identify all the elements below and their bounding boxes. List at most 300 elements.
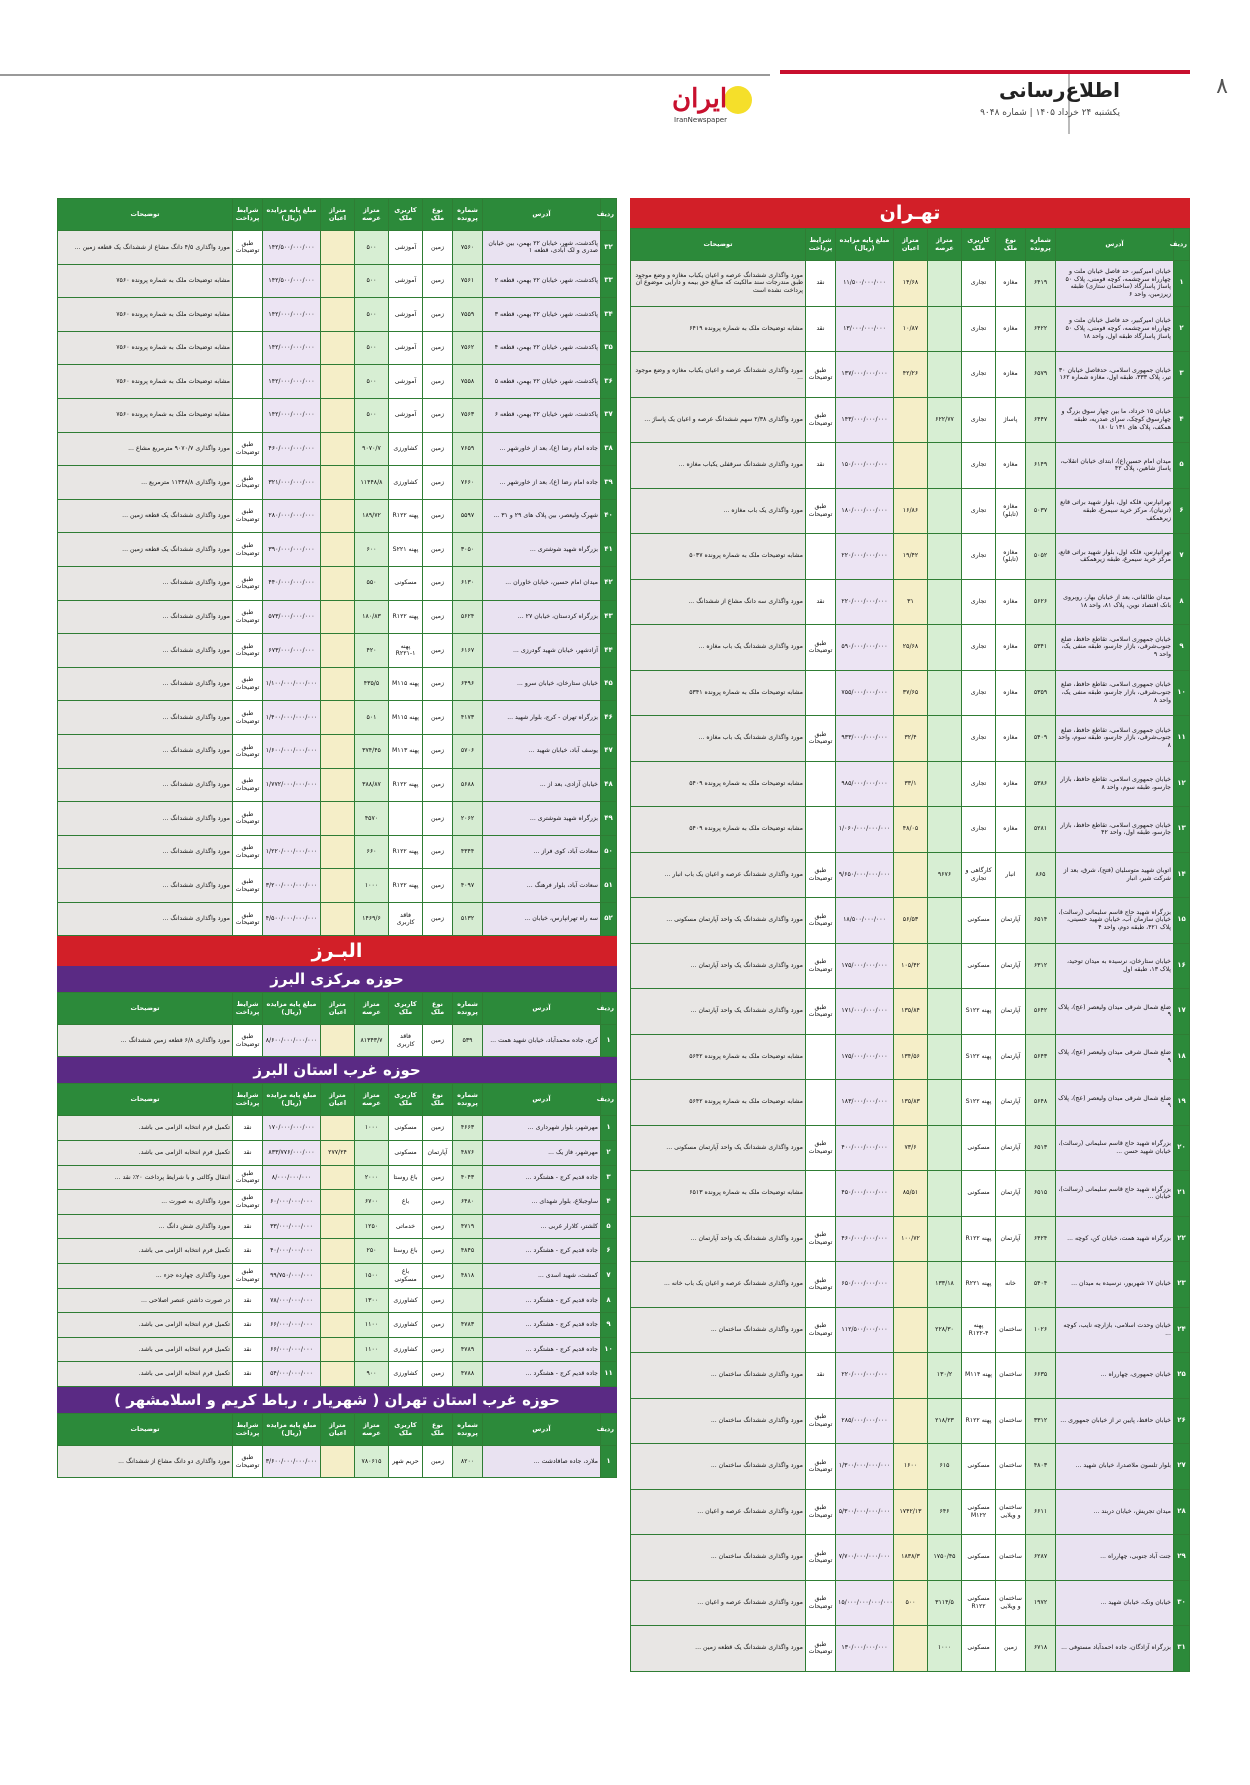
cell-desc: مورد واگذاری ششدانگ ... [58,768,233,802]
region-band-alborz: البـرز [57,936,617,966]
cell-area: ۵۰۰ [355,398,389,432]
cell-area: ۷۸۰۶۱۵ [355,1446,389,1478]
table-row [631,397,1190,443]
cell-area: ۱۸۰/۸۳ [355,600,389,634]
cell-area: ۱۱۰۰ [355,1337,389,1362]
table-row [631,807,1190,853]
cell-num: ۱۳ [1174,807,1190,853]
cell-price: ۳۹۰/۰۰۰/۰۰۰/۰۰۰ [263,533,321,567]
cell-use: تجاری [962,443,996,489]
table-row [58,1313,617,1338]
cell-plate: ۶۶۳۵ [1026,1353,1056,1399]
cell-addr: جاده قدیم کرج - هشتگرد ... [483,1362,601,1387]
cell-own: مغازه [996,579,1026,625]
cell-area: ۶۶۰ [355,835,389,869]
table-row [58,600,617,634]
cell-use: کشاورزی [389,1362,423,1387]
cell-num: ۱۹ [1174,1080,1190,1126]
table-row [58,1165,617,1190]
column-header: شماره پرونده [453,993,483,1025]
table-header-row [58,1414,617,1446]
cell-area: ۱۱۰۰ [355,1313,389,1338]
cell-use: آموزشی [389,264,423,298]
cell-plate: ۴۱۷۳ [453,701,483,735]
cell-bld [321,1288,355,1313]
cell-use: کشاورزی [389,1313,423,1338]
cell-use: کشاورزی [389,466,423,500]
cell-bld [321,331,355,365]
cell-price: ۳/۶۰۰/۰۰۰/۰۰۰/۰۰۰ [263,1446,321,1478]
cell-use: پهنه S۱۲۲ [962,989,996,1035]
cell-num: ۴۷ [601,734,617,768]
column-header: متراژ عرصه [355,993,389,1025]
cell-area: ۵۰۰ [355,365,389,399]
cell-use: مسکونی [389,566,423,600]
cell-plate: ۶۳۱۲ [1026,943,1056,989]
section-title: اطلاع‌رسانی [999,78,1120,102]
cell-area [928,1034,962,1080]
table-row [631,1125,1190,1171]
cell-bld [321,1264,355,1289]
cell-own: زمین [423,600,453,634]
cell-use: پهنه R۱۲۲ [389,768,423,802]
cell-num: ۱۱ [601,1362,617,1387]
cell-own: مغازه (تابلو) [996,488,1026,534]
table-row [58,634,617,668]
cell-plate: ۷۵۶۰ [453,231,483,265]
cell-plate: ۲۰۶۲ [453,802,483,836]
cell-area [928,943,962,989]
cell-price: ۴۶۰/۰۰۰/۰۰۰/۰۰۰ [263,432,321,466]
cell-price: ۹/۶۵۰/۰۰۰/۰۰۰/۰۰۰ [836,852,894,898]
auction-table [57,198,617,936]
table-row [631,1216,1190,1262]
cell-addr: بزرگراه شهید حاج قاسم سلیمانی (رسالت)، خیابان شهید حسن ... [1056,1125,1174,1171]
cell-cond: نقد [806,261,836,307]
cell-desc: مورد واگذاری ششدانگ ... [58,600,233,634]
cell-own: زمین [423,432,453,466]
cell-bld [321,231,355,265]
cell-price: ۲۲۰/۰۰۰/۰۰۰/۰۰۰ [836,579,894,625]
cell-own: زمین [423,1025,453,1057]
cell-plate: ۶۴۲۴ [1026,1216,1056,1262]
cell-cond: طبق توضیحات [233,566,263,600]
cell-plate: ۳۳۱۲ [1026,1398,1056,1444]
cell-addr: خیابان آزادی، بعد از ... [483,768,601,802]
cell-num: ۴۱ [601,533,617,567]
cell-price: ۴۶۰/۰۰۰/۰۰۰/۰۰۰ [836,1216,894,1262]
cell-num: ۲۰ [1174,1125,1190,1171]
cell-desc: مورد واگذاری ششدانگ عرصه و اعیان ... [631,1489,806,1535]
cell-use: کارگاهی و تجاری [962,852,996,898]
table-row [631,488,1190,534]
cell-cond: نقد [233,1362,263,1387]
cell-bld: ۱۰۰/۷۲ [894,1216,928,1262]
page-number: ۸ [1216,74,1228,99]
cell-desc: مشابه توضیحات ملک به شماره پرونده ۶۵۱۳ [631,1171,806,1217]
cell-num: ۵۲ [601,902,617,936]
cell-cond: نقد [806,443,836,489]
cell-plate: ۴۰۴۳ [453,1165,483,1190]
cell-addr: میدان امام حسین، خیابان خاوران ... [483,566,601,600]
cell-area: ۴۲۰ [355,634,389,668]
cell-plate: ۵۶۴۲ [1026,989,1056,1035]
cell-area [928,761,962,807]
page-header [0,0,1250,150]
cell-addr: پاکدشت، شهر، خیابان ۲۲ بهمن، بین خیابان صدری و لک آبادی، قطعه ۱ [483,231,601,265]
cell-cond [806,1080,836,1126]
cell-bld [321,835,355,869]
cell-num: ۵۱ [601,869,617,903]
cell-area: ۱۴۶۹/۶ [355,902,389,936]
cell-desc: مورد واگذاری ششدانگ ساختمان ... [631,1307,806,1353]
cell-area: ۱۸۹/۷۲ [355,499,389,533]
cell-addr: اتوبان شهید متوسلیان (فتح)، شرق، بعد از شرکت شیر، انبار [1056,852,1174,898]
cell-price: ۷۸/۰۰۰/۰۰۰/۰۰۰ [263,1288,321,1313]
cell-desc: مورد واگذاری ۱۱۴۴۸/۸ مترمربع ... [58,466,233,500]
cell-plate: ۶۵۱۵ [1026,1171,1056,1217]
cell-bld [894,1262,928,1308]
cell-desc: مورد واگذاری ششدانگ یک قطعه زمین ... [631,1626,806,1672]
cell-desc: مشابه توضیحات ملک به شماره پرونده ۵۴۰۹ [631,761,806,807]
cell-own: زمین [423,701,453,735]
cell-use: باغ [389,1190,423,1215]
cell-price: ۱۳۷/۰۰۰/۰۰۰/۰۰۰ [836,352,894,398]
cell-addr: ضلع شمال شرقی میدان ولیعصر (عج)، پلاک ۹ [1056,989,1174,1035]
cell-own: زمین [423,499,453,533]
cell-bld: ۱۰۵/۴۲ [894,943,928,989]
cell-plate [453,1288,483,1313]
cell-num: ۵ [601,1214,617,1239]
cell-cond: طبق توضیحات [806,1626,836,1672]
cell-desc: مورد واگذاری ششدانگ ... [58,634,233,668]
cell-desc: مشابه توضیحات ملک به شماره پرونده ۷۵۶۰ [58,264,233,298]
column-header: متراژ اعیان [321,1084,355,1116]
cell-area [928,534,962,580]
cell-own: آپارتمان [423,1141,453,1166]
cell-addr: پاکدشت، شهر، خیابان ۲۲ بهمن، قطعه ۶ [483,398,601,432]
cell-plate: ۵۳۴۱ [1026,625,1056,671]
cell-own: زمین [423,802,453,836]
column-header: شرایط پرداخت [233,1084,263,1116]
cell-use: باغ مسکونی [389,1264,423,1289]
table-row [58,466,617,500]
table-header-row [58,1084,617,1116]
cell-num: ۳۵ [601,331,617,365]
table-row [58,1116,617,1141]
cell-desc: مشابه توضیحات ملک به شماره پرونده ۵۰۳۷ [631,534,806,580]
cell-use: پهنه S۱۲۲ [962,1080,996,1126]
cell-area [928,261,962,307]
cell-use: مسکونی [389,1116,423,1141]
cell-num: ۱ [601,1116,617,1141]
cell-bld [894,1353,928,1399]
cell-area: ۲۲۸/۳۰ [928,1307,962,1353]
cell-area: ۹۶۷۶ [928,852,962,898]
cell-plate: ۵۳۹ [453,1025,483,1057]
cell-price: ۱۴۲/۵۰۰/۰۰۰/۰۰۰ [263,231,321,265]
cell-price: ۹۹/۷۵۰/۰۰۰/۰۰۰ [263,1264,321,1289]
cell-area [355,1141,389,1166]
cell-addr: مهرشهر، فاز یک ... [483,1141,601,1166]
cell-cond: طبق توضیحات [233,1025,263,1057]
cell-own: زمین [423,533,453,567]
cell-area: ۳۷۴/۴۵ [355,734,389,768]
cell-num: ۴۸ [601,768,617,802]
cell-num: ۷ [601,1264,617,1289]
column-header: کاربری ملک [389,1414,423,1446]
cell-use: مسکونی M۱۲۲ [962,1489,996,1535]
cell-num: ۳۲ [601,231,617,265]
table-row [631,625,1190,671]
cell-bld: ۱۹/۴۲ [894,534,928,580]
cell-addr: خیابان جمهوری اسلامی، تقاطع حافظ، ضلع جنوب‌شرقی، بازار جارسو، طبقه منفی یک، واحد ۸ [1056,670,1174,716]
cell-use: تجاری [962,625,996,671]
cell-use: تجاری [962,579,996,625]
column-header: نوع ملک [423,199,453,231]
cell-price: ۶۰/۰۰۰/۰۰۰/۰۰۰ [263,1190,321,1215]
table-row [58,768,617,802]
cell-price: ۵۹۰/۰۰۰/۰۰۰/۰۰۰ [836,625,894,671]
cell-price: ۶۶/۰۰۰/۰۰۰/۰۰۰ [263,1313,321,1338]
cell-num: ۱۷ [1174,989,1190,1035]
column-header: ردیف [1174,229,1190,261]
cell-desc: مورد واگذاری ششدانگ یک واحد آپارتمان ... [631,989,806,1035]
cell-plate: ۷۵۶۱ [453,264,483,298]
cell-use: پهنه M۱۱۵ [389,667,423,701]
cell-own: مغازه [996,352,1026,398]
cell-num: ۴۶ [601,701,617,735]
cell-desc: مورد واگذاری ششدانگ یک واحد آپارتمان ... [631,943,806,989]
table-row [631,852,1190,898]
cell-addr: بزرگراه تهران - کرج، بلوار شهید ... [483,701,601,735]
cell-price: ۲۸۵/۰۰۰/۰۰۰/۰۰۰ [836,1398,894,1444]
column-header: نوع ملک [996,229,1026,261]
cell-cond: طبق توضیحات [806,989,836,1035]
cell-num: ۳۳ [601,264,617,298]
cell-bld [321,264,355,298]
cell-use [389,802,423,836]
cell-bld: ۱۳۵/۸۳ [894,1080,928,1126]
table-row [631,579,1190,625]
cell-own: زمین [423,264,453,298]
cell-price: ۱۱۲/۵۰۰/۰۰۰/۰۰۰ [836,1307,894,1353]
cell-cond: نقد [806,306,836,352]
column-header: ردیف [601,199,617,231]
cell-addr: جاده قدیم کرج - هشتگرد ... [483,1313,601,1338]
cell-price: ۱/۷۷۲/۰۰۰/۰۰۰/۰۰۰ [263,768,321,802]
table-row [631,1034,1190,1080]
cell-bld: ۱۶۰۰ [894,1444,928,1490]
cell-bld [321,466,355,500]
cell-desc: مورد واگذاری ششدانگ عرصه و اعیان یکباب مغازه و وضع موجود طبق مندرجات سند مالکیت که مبالغ حق بیمه و دارایی موضوع آن پرداخت نشده است [631,261,806,307]
cell-area: ۳۱۱۴/۵ [928,1580,962,1626]
cell-cond: طبق توضیحات [806,1216,836,1262]
column-header: توضیحات [58,993,233,1025]
cell-cond [233,264,263,298]
column-header: کاربری ملک [389,1084,423,1116]
cell-price: ۱۴۲/۰۰۰/۰۰۰/۰۰۰ [263,331,321,365]
cell-price: ۴۴۰/۰۰۰/۰۰۰/۰۰۰ [263,566,321,600]
cell-use: پهنه M۱۱۳ [389,734,423,768]
cell-area: ۵۰۰ [355,331,389,365]
cell-use: فاقد کاربری [389,902,423,936]
cell-cond: طبق توضیحات [806,1398,836,1444]
cell-addr: پاکدشت، شهر، خیابان ۲۲ بهمن، قطعه ۳ [483,298,601,332]
cell-cond: طبق توضیحات [233,499,263,533]
cell-cond: طبق توضیحات [806,716,836,762]
column-header: نوع ملک [423,993,453,1025]
table-row [58,1446,617,1478]
column-header: متراژ اعیان [321,993,355,1025]
cell-addr: یوسف آباد، خیابان شهید ... [483,734,601,768]
cell-own: زمین [423,1313,453,1338]
cell-addr: سه راه تهرانپارس، خیابان ... [483,902,601,936]
table-row [631,943,1190,989]
cell-bld [894,852,928,898]
cell-addr: خیابان جمهوری، چهارراه ... [1056,1353,1174,1399]
cell-cond: طبق توضیحات [806,1444,836,1490]
cell-area: ۲۰۰۰ [355,1165,389,1190]
cell-own: ساختمان و ویلایی [996,1489,1026,1535]
cell-addr: کرج، جاده محمدآباد، خیابان شهید همت ... [483,1025,601,1057]
cell-use: تجاری [962,261,996,307]
cell-use: آموزشی [389,398,423,432]
cell-cond [233,398,263,432]
cell-area [928,1171,962,1217]
cell-area: ۶۷۰۰ [355,1190,389,1215]
cell-bld [321,533,355,567]
cell-price: ۳۲۱/۰۰۰/۰۰۰/۰۰۰ [263,466,321,500]
column-header: شماره پرونده [453,1414,483,1446]
cell-cond: طبق توضیحات [233,835,263,869]
column-header: مبلغ پایه مزایده (ریال) [263,1084,321,1116]
cell-num: ۱۲ [1174,761,1190,807]
cell-num: ۴۰ [601,499,617,533]
cell-price: ۲۸۰/۰۰۰/۰۰۰/۰۰۰ [263,499,321,533]
cell-desc: مورد واگذاری یک باب مغازه ... [631,488,806,534]
table-row [58,1288,617,1313]
cell-addr: کلشتر، کلارار غربی ... [483,1214,601,1239]
cell-desc: مورد واگذاری ششدانگ ... [58,902,233,936]
cell-cond [806,761,836,807]
table-row [631,898,1190,944]
cell-own: مغازه [996,443,1026,489]
cell-plate: ۵۶۲۴ [453,600,483,634]
cell-area: ۳۸۸/۸۷ [355,768,389,802]
cell-num: ۲۳ [1174,1262,1190,1308]
column-header: توضیحات [58,199,233,231]
column-header: ردیف [601,993,617,1025]
cell-cond: نقد [233,1288,263,1313]
cell-own: زمین [423,667,453,701]
cell-own: زمین [423,1116,453,1141]
cell-bld: ۳۲/۴ [894,716,928,762]
cell-num: ۸ [1174,579,1190,625]
cell-cond: طبق توضیحات [233,432,263,466]
cell-use: تجاری [962,761,996,807]
cell-addr: جاده قدیم کرج - هشتگرد ... [483,1239,601,1264]
cell-num: ۱۴ [1174,852,1190,898]
cell-price: ۶۷۳/۰۰۰/۰۰۰/۰۰۰ [263,634,321,668]
cell-area: ۵۰۰ [355,231,389,265]
cell-cond [233,298,263,332]
cell-price: ۱۴۲/۰۰۰/۰۰۰/۰۰۰ [263,298,321,332]
cell-addr: میدان تجریش، خیابان دربند ... [1056,1489,1174,1535]
cell-plate: ۶۵۱۴ [1026,898,1056,944]
cell-plate: ۵۰۳۷ [1026,488,1056,534]
auction-table [630,228,1190,1672]
cell-cond: طبق توضیحات [806,1262,836,1308]
cell-cond: نقد [806,579,836,625]
cell-plate: ۱۹۷۲ [1026,1580,1056,1626]
cell-own: آپارتمان [996,898,1026,944]
cell-use: پهنه S۱۲۲ [962,1034,996,1080]
cell-price: ۱۵/۰۰۰/۰۰۰/۰۰۰/۰۰۰ [836,1580,894,1626]
cell-use: آموزشی [389,298,423,332]
cell-num: ۲۸ [1174,1489,1190,1535]
cell-bld [321,600,355,634]
cell-addr: جاده قدیم کرج - هشتگرد ... [483,1337,601,1362]
column-header: شرایط پرداخت [806,229,836,261]
cell-addr: بزرگراه کردستان، خیابان ۲۷ ... [483,600,601,634]
cell-price: ۷/۷۰۰/۰۰۰/۰۰۰/۰۰۰ [836,1535,894,1581]
cell-use: آموزشی [389,231,423,265]
cell-cond [806,807,836,853]
cell-own: مغازه [996,716,1026,762]
cell-desc: مشابه توضیحات ملک به شماره پرونده ۶۴۱۹ [631,306,806,352]
cell-area [928,898,962,944]
left-column [57,198,617,1478]
column-header: کاربری ملک [962,229,996,261]
table-header-row [631,229,1190,261]
column-header: شماره پرونده [453,199,483,231]
cell-bld [321,1165,355,1190]
column-header: نوع ملک [423,1414,453,1446]
cell-own: زمین [423,1190,453,1215]
table-row [58,365,617,399]
cell-price: ۴۵۰/۰۰۰/۰۰۰/۰۰۰ [836,1171,894,1217]
cell-area: ۹۰۷۰/۷ [355,432,389,466]
table-header-row [58,199,617,231]
cell-use: مسکونی [962,1535,996,1581]
cell-cond [806,670,836,716]
cell-bld [321,802,355,836]
cell-desc: مورد واگذاری به صورت ... [58,1190,233,1215]
cell-bld: ۵۶/۵۳ [894,898,928,944]
cell-own: مغازه [996,807,1026,853]
cell-area [928,488,962,534]
cell-num: ۴۲ [601,566,617,600]
cell-desc: تکمیل فرم انتخابه الزامی می باشد. [58,1313,233,1338]
cell-area: ۱۵۰۰ [355,1264,389,1289]
cell-addr: بلوار تلسون ملاصدرا، خیابان شهید ... [1056,1444,1174,1490]
cell-own: خانه [996,1262,1026,1308]
cell-addr: سعادت آباد، کوی فراز ... [483,835,601,869]
column-header: متراژ اعیان [894,229,928,261]
cell-cond: طبق توضیحات [806,943,836,989]
cell-area: ۱۰۰۰ [355,869,389,903]
cell-use: مسکونی [962,898,996,944]
cell-cond: نقد [233,1116,263,1141]
cell-desc: تکمیل فرم انتخابه الزامی می باشد. [58,1239,233,1264]
cell-bld [321,902,355,936]
cell-own: ساختمان [996,1535,1026,1581]
cell-use: مسکونی [962,943,996,989]
cell-bld [321,398,355,432]
cell-use: تجاری [962,807,996,853]
cell-area [928,670,962,716]
